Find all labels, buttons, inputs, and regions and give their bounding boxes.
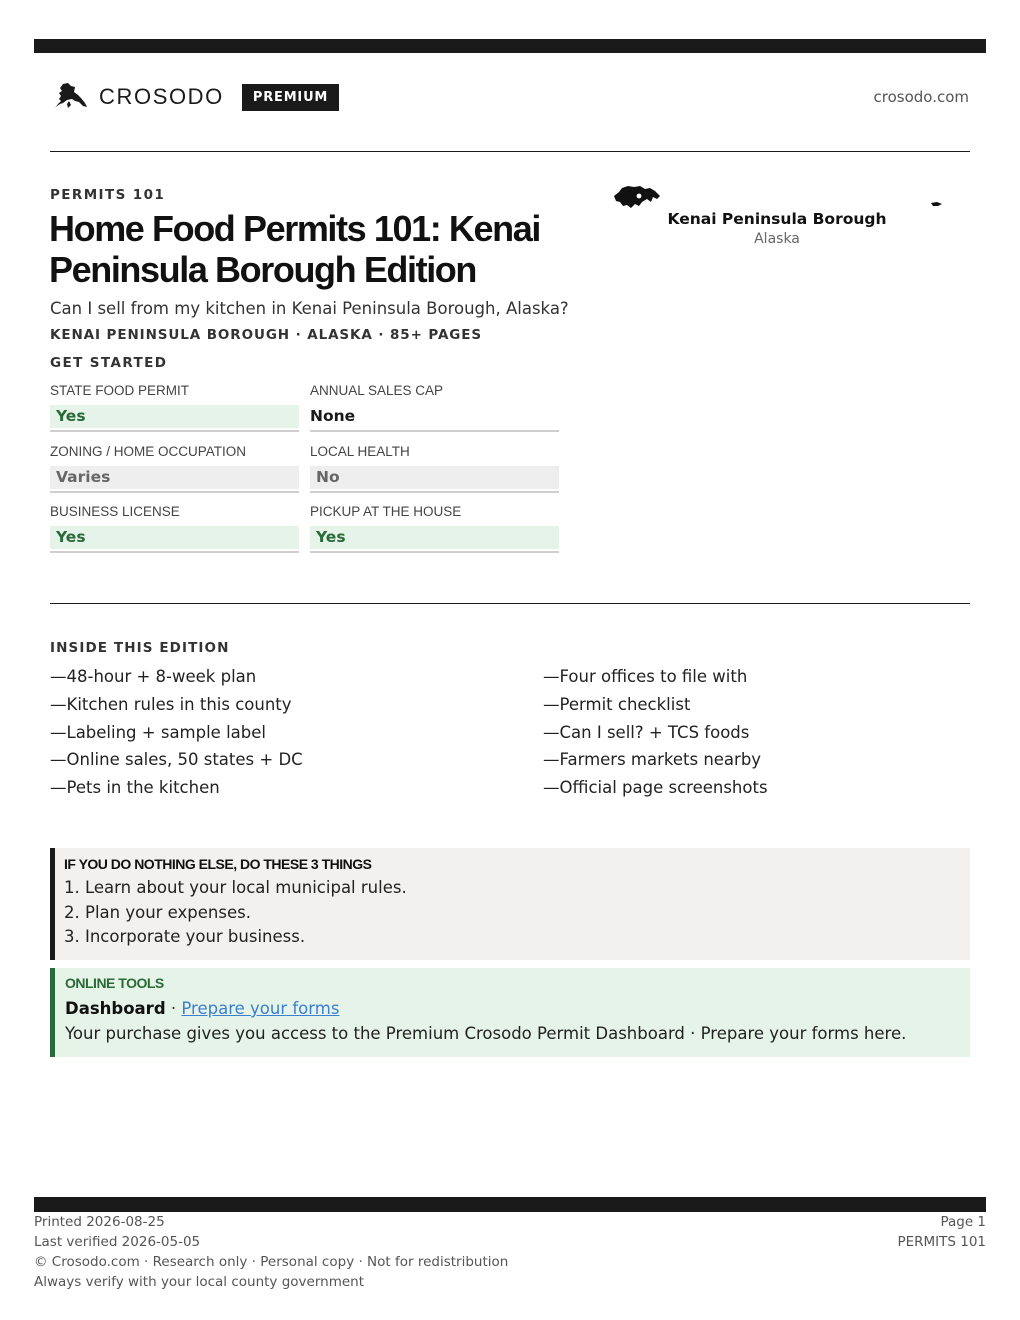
premium-badge: PREMIUM	[242, 84, 339, 111]
region-name: Kenai Peninsula Borough	[667, 210, 887, 228]
tools-separator: ·	[165, 999, 182, 1018]
brand-name: CROSODO	[99, 84, 224, 109]
printed-date: Printed 2026-08-25	[34, 1214, 165, 1230]
list-item: —Can I sell? + TCS foods	[543, 722, 750, 742]
fact-label: LOCAL HEALTH	[310, 444, 410, 459]
fact-zoning	[50, 444, 299, 493]
list-item: —Official page screenshots	[543, 778, 768, 797]
callout-heading: IF YOU DO NOTHING ELSE, DO THESE 3 THINGS	[64, 856, 372, 872]
list-item: —Kitchen rules in this county	[50, 694, 292, 714]
fact-label: BUSINESS LICENSE	[50, 504, 180, 519]
site-url[interactable]: crosodo.com	[873, 88, 969, 106]
contents-list-left	[50, 666, 520, 805]
verify-advice: Always verify with your local county government	[34, 1274, 364, 1290]
list-item: —Four offices to file with	[543, 667, 748, 686]
borough-map-icon	[612, 184, 662, 210]
region-state: Alaska	[754, 231, 800, 247]
fact-underline	[50, 430, 299, 432]
fact-underline	[310, 430, 559, 432]
tools-description: Your purchase gives you access to the Premium Crosodo Permit Dashboard · Prepare your forms here.	[65, 1024, 907, 1043]
priority-callout	[50, 848, 970, 960]
fact-value: Varies	[50, 466, 299, 489]
online-tools-panel	[50, 968, 970, 1057]
fact-underline	[310, 551, 559, 553]
fact-label: ZONING / HOME OCCUPATION	[50, 444, 247, 459]
fact-value: Yes	[310, 526, 559, 549]
prepare-forms-link[interactable]: Prepare your forms	[181, 999, 340, 1018]
fact-label: STATE FOOD PERMIT	[50, 383, 190, 398]
fact-underline	[50, 491, 299, 493]
fact-annual-sales-cap	[310, 383, 559, 432]
list-item: —Labeling + sample label	[50, 722, 266, 742]
get-started-heading: GET STARTED	[50, 355, 168, 371]
fact-state-food-permit	[50, 383, 299, 432]
fact-value: Yes	[50, 526, 299, 549]
fact-value: Yes	[50, 405, 299, 428]
fact-local-health	[310, 444, 559, 493]
fact-business-license	[50, 504, 299, 553]
alaska-logo-icon	[54, 82, 88, 112]
top-bar	[34, 39, 986, 53]
fact-underline	[310, 491, 559, 493]
list-item: —Pets in the kitchen	[50, 778, 220, 797]
footer-section: PERMITS 101	[897, 1234, 986, 1250]
fact-value: None	[310, 407, 356, 425]
tools-heading: ONLINE TOOLS	[65, 975, 164, 991]
brand[interactable]	[54, 82, 339, 112]
copyright-notice: © Crosodo.com · Research only · Personal copy · Not for redistribution	[34, 1254, 509, 1270]
header-divider	[50, 151, 970, 152]
fact-pickup-at-house	[310, 504, 559, 553]
edition-meta: KENAI PENINSULA BOROUGH · ALASKA · 85+ PAGES	[50, 327, 483, 343]
inside-edition-heading: INSIDE THIS EDITION	[50, 640, 230, 656]
dashboard-label: Dashboard	[65, 999, 166, 1018]
list-item: —Permit checklist	[543, 694, 691, 714]
fact-underline	[50, 551, 299, 553]
footer-right	[897, 1212, 986, 1252]
section-eyebrow: PERMITS 101	[50, 187, 166, 203]
fact-label: ANNUAL SALES CAP	[310, 383, 444, 398]
page-number: Page 1	[940, 1214, 986, 1230]
footer-left	[34, 1212, 508, 1292]
page-title: Home Food Permits 101: Kenai Peninsula Borough Edition	[49, 208, 540, 290]
footer-bar	[34, 1197, 986, 1212]
list-item: —Online sales, 50 states + DC	[50, 750, 303, 770]
callout-item: 3. Incorporate your business.	[64, 927, 306, 946]
section-divider	[50, 603, 970, 604]
fact-value: No	[310, 466, 559, 489]
list-item: —Farmers markets nearby	[543, 750, 762, 770]
verified-date: Last verified 2026-05-05	[34, 1234, 201, 1250]
page-subtitle: Can I sell from my kitchen in Kenai Peninsula Borough, Alaska?	[50, 299, 569, 318]
tools-links	[65, 997, 970, 1023]
fact-label: PICKUP AT THE HOUSE	[310, 504, 462, 519]
list-item: —48-hour + 8-week plan	[50, 667, 257, 686]
callout-item: 2. Plan your expenses.	[64, 902, 251, 922]
island-shape-icon	[931, 201, 942, 207]
contents-list-right	[543, 666, 963, 805]
callout-item: 1. Learn about your local municipal rules.	[64, 878, 407, 897]
